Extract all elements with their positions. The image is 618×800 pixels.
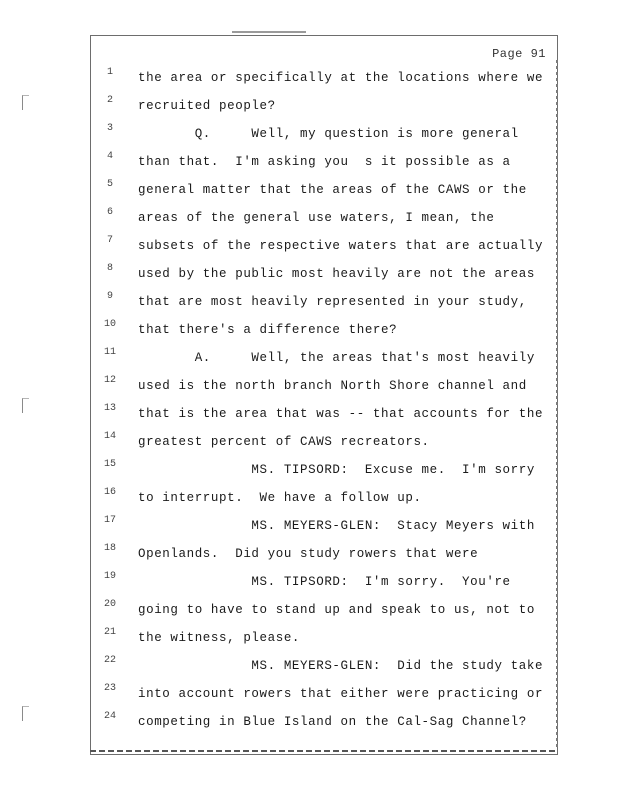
line-number: 9	[106, 291, 113, 302]
transcript-line	[90, 656, 556, 676]
line-number: 22	[103, 655, 116, 666]
line-number: 15	[103, 459, 116, 470]
line-number: 13	[103, 403, 116, 414]
line-text: areas of the general use waters, I mean, the	[138, 211, 495, 225]
line-number: 5	[106, 179, 113, 190]
line-text: MS. MEYERS-GLEN: Did the study take	[138, 659, 544, 673]
transcript-line	[90, 516, 556, 536]
transcript-line	[90, 460, 556, 480]
line-text: competing in Blue Island on the Cal-Sag Channel?	[138, 715, 527, 729]
line-number: 8	[106, 263, 113, 274]
transcript-line	[90, 180, 556, 200]
transcript-line	[90, 68, 556, 88]
line-text: the area or specifically at the locations where we	[138, 71, 544, 85]
line-text: that are most heavily represented in your study,	[138, 295, 527, 309]
line-number: 12	[103, 375, 116, 386]
line-number: 24	[103, 711, 116, 722]
margin-mark-bottom	[22, 706, 29, 721]
line-number: 4	[106, 151, 113, 162]
line-text: to interrupt. We have a follow up.	[138, 491, 422, 505]
line-text: the witness, please.	[138, 631, 301, 645]
line-number: 7	[106, 235, 113, 246]
line-number: 23	[103, 683, 116, 694]
line-number: 2	[106, 95, 113, 106]
line-number: 10	[103, 319, 116, 330]
transcript-line	[90, 544, 556, 564]
transcript-line	[90, 320, 556, 340]
line-text: used by the public most heavily are not the areas	[138, 267, 535, 281]
transcript-line	[90, 376, 556, 396]
page-number-label: Page 91	[492, 47, 546, 61]
transcript-line	[90, 432, 556, 452]
line-text: A. Well, the areas that's most heavily	[138, 351, 535, 365]
transcript-line	[90, 404, 556, 424]
line-number: 1	[106, 67, 113, 78]
line-number: 11	[103, 347, 116, 358]
line-text: MS. TIPSORD: Excuse me. I'm sorry	[138, 463, 535, 477]
transcript-line	[90, 712, 556, 732]
line-number: 19	[103, 571, 116, 582]
line-text: that is the area that was -- that accounts for the	[138, 407, 544, 421]
line-text: into account rowers that either were practicing or	[138, 687, 544, 701]
margin-mark-top	[22, 95, 29, 110]
line-number: 21	[103, 627, 116, 638]
transcript-line	[90, 152, 556, 172]
transcript-line	[90, 572, 556, 592]
line-text: that there's a difference there?	[138, 323, 398, 337]
top-scratch-mark	[232, 31, 306, 33]
transcript-line	[90, 208, 556, 228]
transcript-line	[90, 348, 556, 368]
transcript-line	[90, 488, 556, 508]
line-text: recruited people?	[138, 99, 276, 113]
transcript-line	[90, 600, 556, 620]
transcript-line	[90, 292, 556, 312]
transcript-line	[90, 684, 556, 704]
line-text: Q. Well, my question is more general	[138, 127, 519, 141]
bottom-edge	[90, 750, 558, 752]
line-text: general matter that the areas of the CAWS or the	[138, 183, 527, 197]
transcript-line	[90, 124, 556, 144]
line-text: MS. MEYERS-GLEN: Stacy Meyers with	[138, 519, 535, 533]
line-text: Openlands. Did you study rowers that were	[138, 547, 479, 561]
line-number: 14	[103, 431, 116, 442]
line-text: greatest percent of CAWS recreators.	[138, 435, 430, 449]
line-text: than that. I'm asking you s it possible as a	[138, 155, 511, 169]
transcript-line	[90, 264, 556, 284]
right-margin-rule	[556, 60, 558, 750]
line-text: going to have to stand up and speak to us, not to	[138, 603, 535, 617]
line-number: 16	[103, 487, 116, 498]
line-number: 17	[103, 515, 116, 526]
margin-mark-middle	[22, 398, 29, 413]
transcript-line	[90, 628, 556, 648]
line-number: 18	[103, 543, 116, 554]
line-number: 6	[106, 207, 113, 218]
line-number: 3	[106, 123, 113, 134]
transcript-line	[90, 236, 556, 256]
line-number: 20	[103, 599, 116, 610]
line-text: MS. TIPSORD: I'm sorry. You're	[138, 575, 511, 589]
line-text: used is the north branch North Shore channel and	[138, 379, 527, 393]
line-text: subsets of the respective waters that are actually	[138, 239, 544, 253]
transcript-line	[90, 96, 556, 116]
